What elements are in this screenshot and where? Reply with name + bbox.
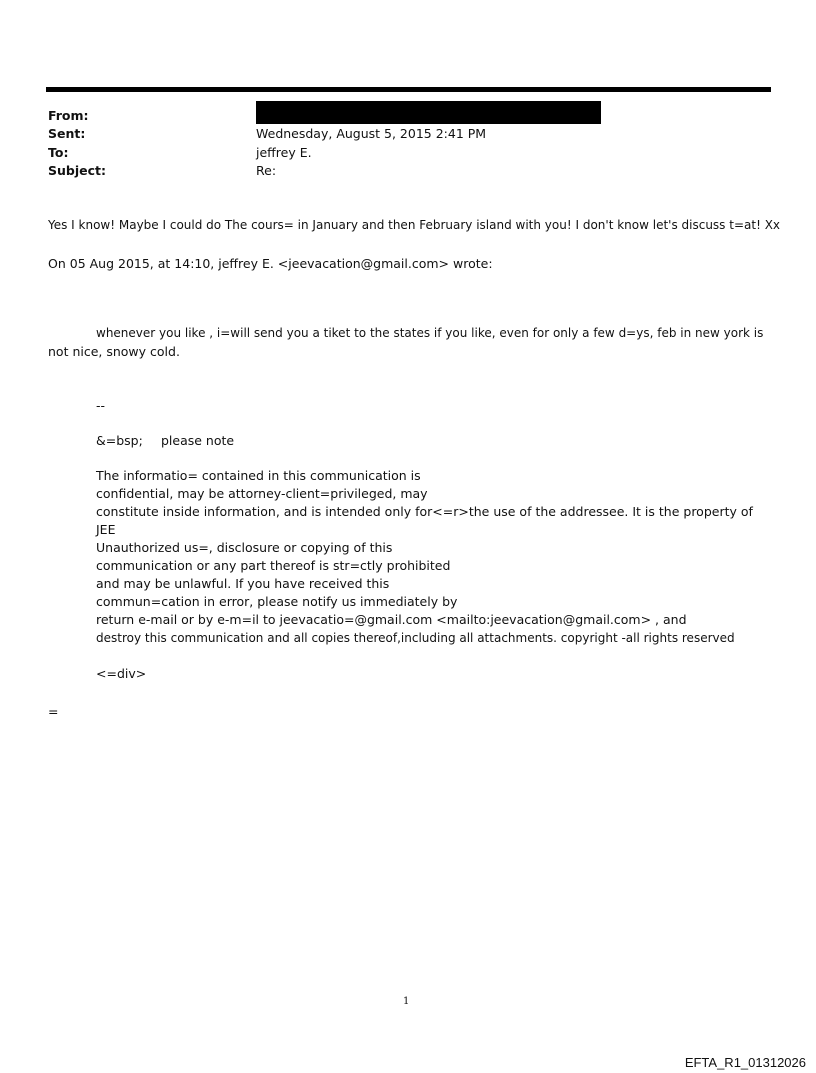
subject-label: Subject: bbox=[48, 163, 106, 178]
quoted-line-1: whenever you like , i=will send you a tiket to the states if you like, even for only a few d=ys, feb in new york is bbox=[96, 326, 764, 340]
trailing-equals: = bbox=[48, 704, 59, 719]
signature-dashes: -- bbox=[96, 398, 106, 413]
disclaimer-line: commun=cation in error, please notify us immediately by bbox=[96, 594, 458, 609]
page-number: 1 bbox=[403, 996, 410, 1007]
reply-text: Yes I know! Maybe I could do The cours= in January and then February island with you! I don't know let's discuss t=at! Xx bbox=[48, 218, 781, 232]
header-rule bbox=[46, 87, 771, 92]
to-label: To: bbox=[48, 145, 69, 160]
disclaimer-line: destroy this communication and all copies thereof,including all attachments. copyright -all rights reserved bbox=[96, 631, 735, 645]
redaction-bar bbox=[256, 101, 601, 124]
to-value: jeffrey E. bbox=[256, 145, 312, 160]
disclaimer-line: constitute inside information, and is intended only for<=r>the use of the addressee. It is the property of bbox=[96, 504, 753, 519]
sent-label: Sent: bbox=[48, 126, 86, 141]
disclaimer-line: confidential, may be attorney-client=privileged, may bbox=[96, 486, 428, 501]
disclaimer-line: The informatio= contained in this communication is bbox=[96, 468, 421, 483]
disclaimer-line: communication or any part thereof is str=ctly prohibited bbox=[96, 558, 451, 573]
disclaimer-line: JEE bbox=[96, 522, 116, 537]
quoted-line-2: not nice, snowy cold. bbox=[48, 344, 180, 359]
subject-value: Re: bbox=[256, 163, 277, 178]
sent-value: Wednesday, August 5, 2015 2:41 PM bbox=[256, 126, 487, 141]
disclaimer-line: return e-mail or by e-m=il to jeevacatio=@gmail.com <mailto:jeevacation@gmail.com> , and bbox=[96, 612, 687, 627]
disclaimer-line: and may be unlawful. If you have received this bbox=[96, 576, 390, 591]
from-label: From: bbox=[48, 108, 89, 123]
disclaimer-line: Unauthorized us=, disclosure or copying of this bbox=[96, 540, 393, 555]
document-id: EFTA_R1_01312026 bbox=[684, 1055, 806, 1070]
quote-header: On 05 Aug 2015, at 14:10, jeffrey E. <jeevacation@gmail.com> wrote: bbox=[48, 256, 493, 271]
signature-note: please note bbox=[161, 433, 235, 448]
signature-nbsp: &=bsp; bbox=[96, 433, 143, 448]
div-tag-text: <=div> bbox=[96, 666, 147, 681]
